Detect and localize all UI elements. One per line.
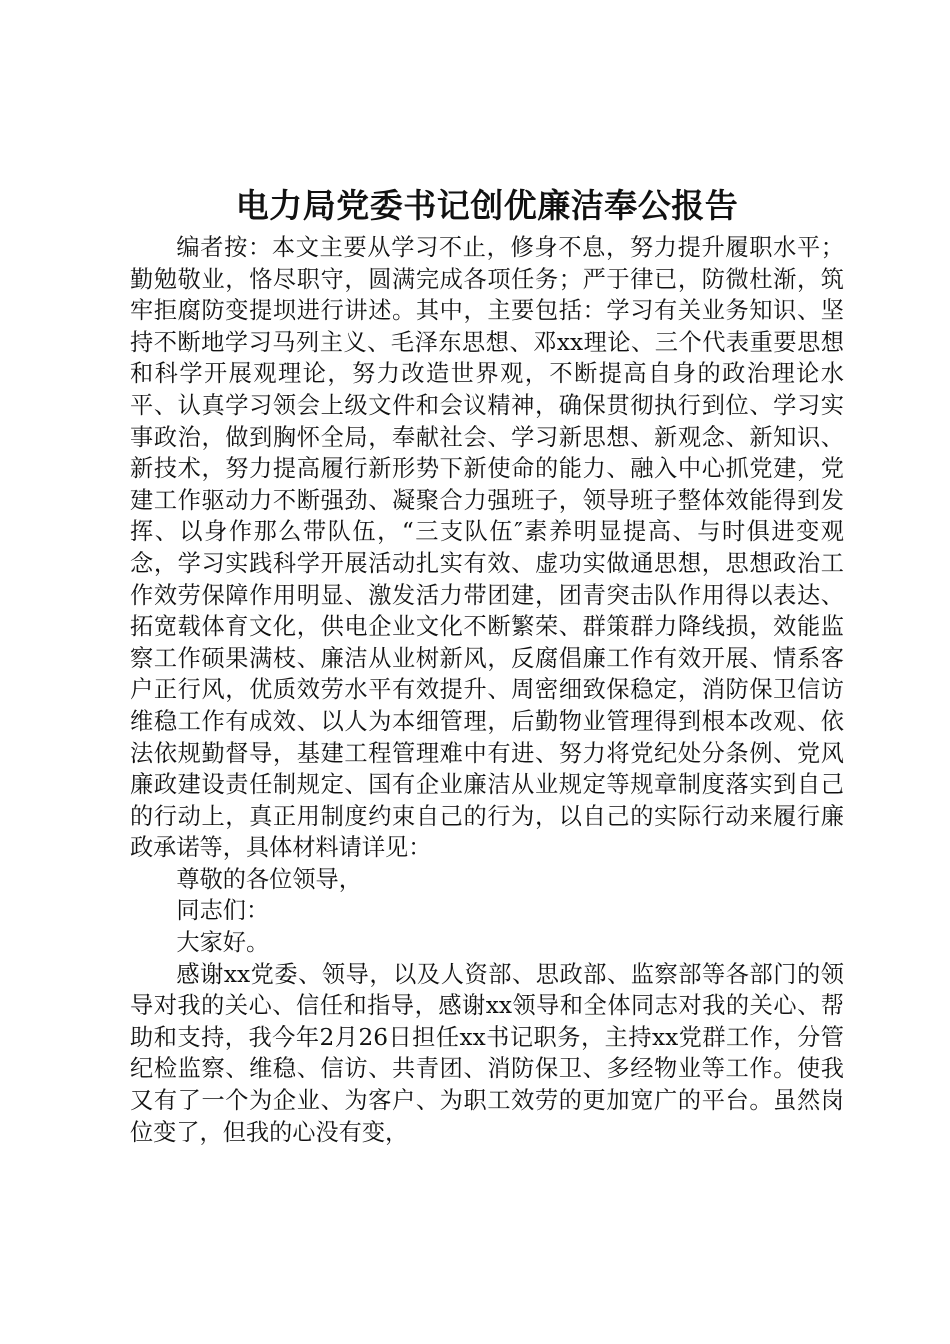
document-page <box>130 184 844 1148</box>
body-paragraph: 感谢xx党委、领导，以及人资部、思政部、监察部等各部门的领导对我的关心、信任和指导，感谢xx领导和全体同志对我的关心、帮助和支持，我今年2月26日担任xx书记职务，主持xx党群工作，分管纪检监察、维稳、信访、共青团、消防保卫、多经物业等工作。使我又有了一个为企业、为客户、为职工效劳的更加宽广的平台。虽然岗位变了，但我的心没有变， <box>130 960 844 1146</box>
comrades-line: 同志们： <box>176 897 270 925</box>
salutation-line: 尊敬的各位领导， <box>176 865 362 893</box>
document-title: 电力局党委书记创优廉洁奉公报告 <box>235 186 739 225</box>
editor-note-paragraph: 编者按：本文主要从学习不止，修身不息，努力提升履职水平；勤勉敬业，恪尽职守，圆满完成各项任务；严于律已，防微杜渐，筑牢拒腐防变提坝进行讲述。其中，主要包括：学习有关业务知识、坚持不断地学习马列主义、毛泽东思想、邓xx理论、三个代表重要思想和科学开展观理论，努力改造世界观，不断提高自身的政治理论水平、认真学习领会上级文件和会议精神，确保贯彻执行到位、学习实事政治，做到胸怀全局，奉献社会、学习新思想、新观念、新知识、新技术，努力提高履行新形势下新使命的能力、融入中心抓党建，党建工作驱动力不断强劲、凝聚合力强班子，领导班子整体效能得到发挥、以身作那么带队伍，“三支队伍″素养明显提高、与时俱进变观念，学习实践科学开展活动扎实有效、虚功实做通思想，思想政治工作效劳保障作用明显、激发活力带团建，团青突击队作用得以表达、拓宽载体育文化，供电企业文化不断繁荣、群策群力降线损，效能监察工作硕果满枝、廉洁从业树新风，反腐倡廉工作有效开展、情系客户正行风，优质效劳水平有效提升、周密细致保稳定，消防保卫信访维稳工作有成效、以人为本细管理，后勤物业管理得到根本改观、依法依规勤督导，基建工程管理难中有进、努力将党纪处分条例、党风廉政建设责任制规定、国有企业廉洁从业规定等规章制度落实到自己的行动上，真正用制度约束自己的行为，以自己的实际行动来履行廉政承诺等，具体材料请详见： <box>130 234 844 862</box>
greeting-line: 大家好。 <box>176 929 270 957</box>
